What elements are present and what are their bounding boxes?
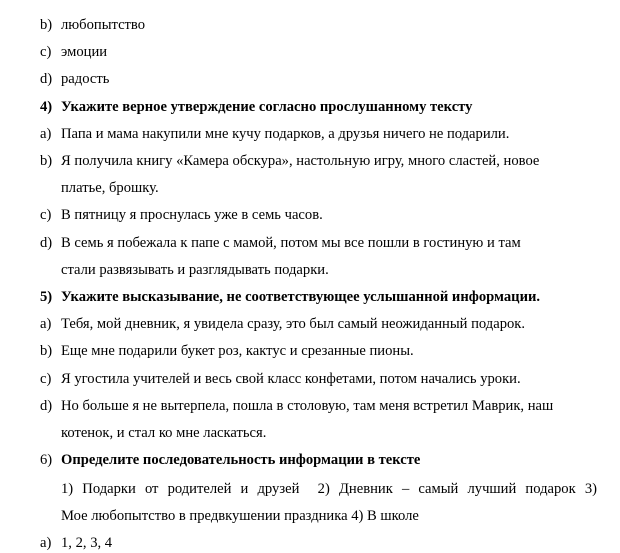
answer-option [40,314,605,334]
sequence-line-1-text: 1) Подарки от родителей и друзей 2) Дневник – самый лучший подарок 3) [61,481,597,497]
answer-option [40,369,605,389]
item-marker: c) [40,207,52,224]
answer-option [40,178,605,198]
item-marker: b) [40,343,53,360]
answer-option [40,233,605,253]
item-text: любопытство [61,17,146,33]
item-text: Еще мне подарили букет роз, кактус и срезанные пионы. [61,343,414,360]
item-text: Я получила книгу «Камера обскура», настольную игру, много сластей, новое [61,153,540,169]
question-heading [40,450,605,470]
item-marker: 4) [40,98,53,115]
question-heading [40,287,605,307]
item-text: Я угостила учителей и весь свой класс конфетами, потом начались уроки. [61,370,521,387]
item-text: Но больше я не вытерпела, пошла в столовую, там меня встретил Маврик, наш [61,397,554,414]
item-marker: 6) [40,452,53,469]
item-marker: d) [40,234,53,251]
answer-option [40,205,605,225]
question-heading [40,97,605,117]
item-marker: d) [40,397,53,414]
item-text: котенок, и стал ко мне ласкаться. [61,425,267,441]
item-text: стали развязывать и разглядывать подарки. [61,261,329,278]
answer-option [40,396,605,416]
item-marker: b) [40,153,53,169]
item-text: Укажите высказывание, не соответствующее услышанной информации. [61,289,541,305]
option-text: 1, 2, 3, 4 [61,535,113,551]
item-marker: d) [40,71,53,88]
item-text: В пятницу я проснулась уже в семь часов. [61,207,323,224]
answer-option [40,42,605,62]
answer-option [40,341,605,361]
answer-option [40,151,605,171]
item-text: Укажите верное утверждение согласно прослушанному тексту [61,98,473,115]
item-text: Папа и мама накупили мне кучу подарков, а друзья ничего не подарили. [61,125,510,142]
item-marker: a) [40,316,52,333]
sequence-line-1 [61,479,597,499]
answer-option-a [40,533,605,553]
item-text: Тебя, мой дневник, я увидела сразу, это был самый неожиданный подарок. [61,316,526,333]
answer-option [40,124,605,144]
option-marker: a) [40,535,52,551]
item-text: эмоции [61,44,108,61]
item-text: платье, брошку. [61,180,159,197]
sequence-line-2 [40,506,605,526]
item-marker: c) [40,44,52,61]
answer-option [40,15,605,35]
item-marker: 5) [40,289,53,305]
answer-option [40,69,605,89]
item-text: В семь я побежала к папе с мамой, потом мы все пошли в гостиную и там [61,234,521,251]
item-marker: b) [40,17,53,33]
item-marker: a) [40,125,52,142]
answer-option [40,260,605,280]
answer-option [40,423,605,443]
item-text: радость [61,71,110,88]
item-text: Определите последовательность информации в тексте [61,452,421,469]
item-marker: c) [40,370,52,387]
sequence-line-2-text: Мое любопытство в предвкушении праздника 4) В школе [61,508,419,524]
